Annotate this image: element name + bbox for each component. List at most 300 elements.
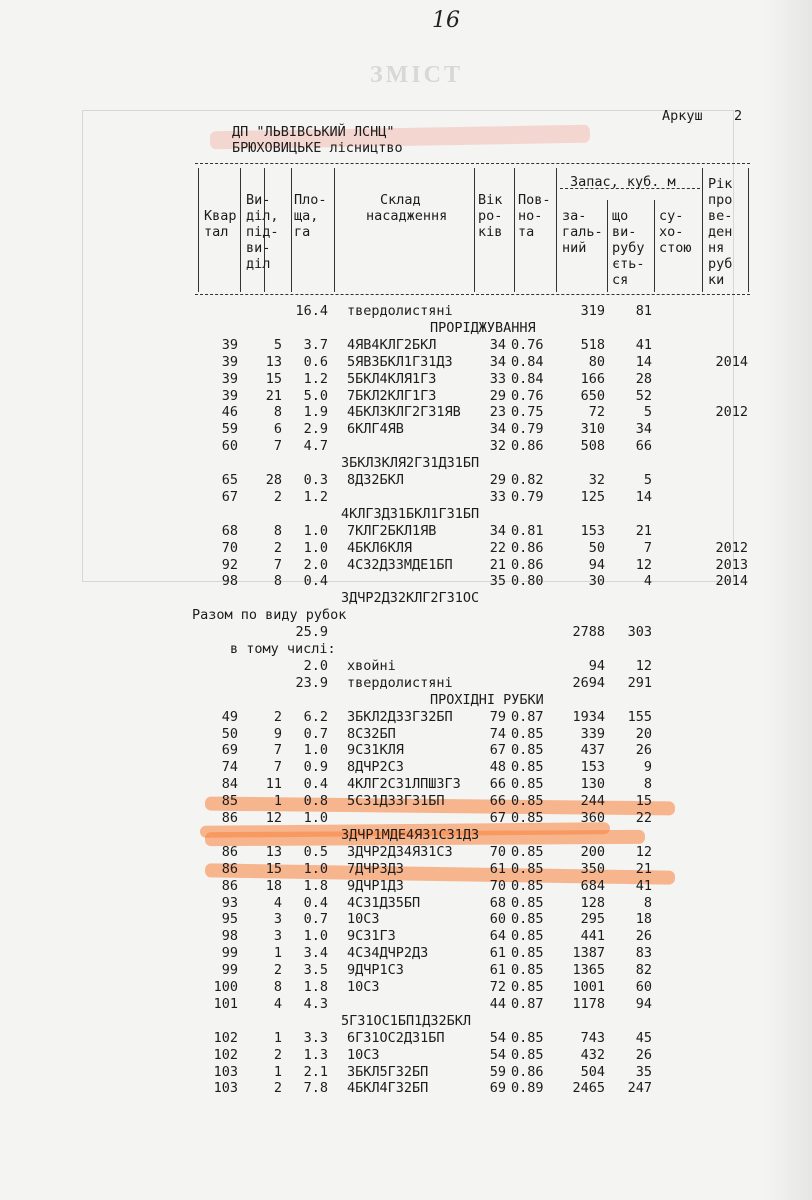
kvartal-cell: 92 [221, 556, 238, 573]
hdr-rubka-3: рубу [612, 240, 645, 256]
povnota-cell: 0.89 [511, 1080, 544, 1097]
area-cell: 2.9 [303, 421, 328, 438]
area-cell: 1.0 [303, 810, 328, 826]
table-row [0, 759, 812, 775]
area-cell: 4.3 [303, 995, 328, 1012]
col-divider [240, 168, 241, 292]
table-row [0, 590, 812, 606]
table-row [0, 692, 812, 708]
age-cell: 67 [489, 810, 506, 826]
zapas-cell: 437 [580, 742, 605, 759]
hdr-rik-6: руб [708, 256, 733, 272]
vydil-cell: 12 [265, 810, 282, 826]
table-row [0, 1047, 812, 1063]
sklad-cell: 4СЗ2ДЗ3МДЕ1БП [347, 556, 453, 573]
hdr-ploshcha-3: га [294, 224, 311, 240]
table-row [0, 810, 812, 826]
area-cell: 3.5 [303, 962, 328, 979]
age-cell: 61 [489, 962, 506, 979]
sklad-cell: 9ДЧР1СЗ [347, 962, 404, 979]
table-row [0, 878, 812, 894]
vydil-cell: 9 [273, 725, 282, 742]
sklad-cell: 10СЗ [347, 911, 380, 928]
cut-cell: 26 [635, 928, 652, 945]
vydil-cell: 1 [273, 793, 282, 810]
povnota-cell: 0.85 [511, 759, 544, 776]
age-cell: 79 [489, 708, 506, 725]
sklad-cell: 3БКЛ2ДЗ3ГЗ2БП [347, 708, 453, 725]
zapas-cell: 441 [580, 928, 605, 945]
vydil-cell: 8 [273, 404, 282, 421]
area-cell: 0.3 [303, 472, 328, 488]
age-cell: 34 [489, 522, 506, 539]
povnota-cell: 0.76 [511, 336, 544, 353]
hdr-rubka-4: єть- [612, 256, 645, 272]
zapas-cell: 508 [580, 438, 605, 455]
hdr-vydil-4: ви- [246, 240, 271, 256]
vydil-cell: 2 [273, 1080, 282, 1097]
cut-cell: 14 [635, 488, 652, 505]
povnota-cell: 0.79 [511, 488, 544, 505]
age-cell: 72 [489, 979, 506, 995]
area-cell: 0.7 [303, 725, 328, 742]
age-cell: 34 [489, 353, 506, 370]
sklad-cell: 3ДЧР2ДЗ4ЯЗ1СЗ [347, 843, 453, 860]
cut-cell: 41 [635, 877, 652, 894]
povnota-cell: 0.85 [511, 860, 544, 877]
sklad-cell: 7КЛГ2БКЛ1ЯВ [347, 522, 437, 539]
table-row [0, 945, 812, 961]
cut-cell: 22 [635, 810, 652, 826]
cut-total-cell: 81 [635, 303, 652, 319]
table-row [0, 388, 812, 404]
sklad-continuation: 3БКЛ3КЛЯ2ГЗ1ДЗ1БП [341, 455, 480, 472]
zapas-cell: 1387 [572, 945, 605, 962]
table-row [0, 455, 812, 471]
sklad-cell: 10СЗ [347, 979, 380, 995]
hdr-sukhostii-1: су- [659, 208, 684, 224]
povnota-cell: 0.84 [511, 370, 544, 387]
area-cell: 0.9 [303, 759, 328, 776]
kvartal-cell: 103 [213, 1063, 238, 1080]
povnota-cell: 0.86 [511, 539, 544, 556]
zapas-cell: 94 [588, 556, 605, 573]
hdr-rubka-1: що [612, 208, 629, 224]
zapas-cell: 310 [580, 421, 605, 438]
hdr-ploshcha-1: Пло- [294, 192, 327, 208]
vydil-cell: 13 [265, 843, 282, 860]
area-cell: 3.3 [303, 1029, 328, 1046]
kvartal-cell: 86 [221, 877, 238, 894]
hdr-vydil-1: Ви- [246, 192, 271, 208]
cut-cell: 12 [635, 843, 652, 860]
kvartal-cell: 93 [221, 894, 238, 911]
table-row [0, 523, 812, 539]
age-cell: 60 [489, 911, 506, 928]
kvartal-cell: 101 [213, 995, 238, 1012]
cut-cell: 14 [635, 353, 652, 370]
hdr-povnota-2: но- [518, 208, 543, 224]
povnota-cell: 0.85 [511, 945, 544, 962]
sklad-cell: 8СЗ2БП [347, 725, 396, 742]
vydil-cell: 4 [273, 894, 282, 911]
zapas-cell: 684 [580, 877, 605, 894]
zapas-cell: 128 [580, 894, 605, 911]
povnota-cell: 0.85 [511, 911, 544, 928]
table-row [0, 337, 812, 353]
table-row [0, 472, 812, 488]
area-cell: 1.0 [303, 742, 328, 759]
vydil-cell: 7 [273, 438, 282, 455]
table-row [0, 1080, 812, 1096]
hdr-rik-4: ден [708, 224, 733, 240]
area-cell: 1.2 [303, 488, 328, 505]
table-row [0, 607, 812, 623]
cut-cell: 20 [635, 725, 652, 742]
vydil-cell: 1 [273, 1029, 282, 1046]
povnota-cell: 0.85 [511, 962, 544, 979]
cut-cell: 155 [627, 708, 652, 725]
age-cell: 29 [489, 387, 506, 404]
cut-cell: 41 [635, 336, 652, 353]
kvartal-cell: 69 [221, 742, 238, 759]
kvartal-cell: 86 [221, 860, 238, 877]
total-label: твердолистяні [347, 674, 453, 691]
vydil-cell: 11 [265, 776, 282, 793]
table-row [0, 371, 812, 387]
zapas-cell: 200 [580, 843, 605, 860]
vydil-cell: 18 [265, 877, 282, 894]
kvartal-cell: 102 [213, 1046, 238, 1063]
vydil-cell: 1 [273, 945, 282, 962]
table-row [0, 624, 812, 640]
header-rule-bottom [195, 294, 750, 295]
age-cell: 70 [489, 877, 506, 894]
sklad-continuation: 4КЛГ3ДЗ1БКЛ1ГЗ1БП [341, 505, 480, 522]
hdr-sklad-1: Склад [380, 192, 421, 208]
table-row [0, 354, 812, 370]
cut-cell: 15 [635, 793, 652, 810]
kvartal-cell: 74 [221, 759, 238, 776]
sklad-cell: 9СЗ1ГЗ [347, 928, 396, 945]
povnota-cell: 0.85 [511, 725, 544, 742]
zapas-cell: 32 [588, 472, 605, 488]
povnota-cell: 0.85 [511, 843, 544, 860]
kvartal-cell: 102 [213, 1029, 238, 1046]
kvartal-cell: 98 [221, 928, 238, 945]
vydil-cell: 15 [265, 370, 282, 387]
zapas-cell: 130 [580, 776, 605, 793]
age-cell: 34 [489, 421, 506, 438]
zapas-cell: 295 [580, 911, 605, 928]
kvartal-cell: 60 [221, 438, 238, 455]
hdr-vik-2: ро- [478, 208, 503, 224]
zapas-cell: 518 [580, 336, 605, 353]
povnota-cell: 0.85 [511, 742, 544, 759]
table-row [0, 911, 812, 927]
year-cell: 2014 [715, 573, 748, 590]
cut-total-cell: 303 [627, 624, 652, 641]
age-cell: 29 [489, 472, 506, 488]
zapas-cell: 80 [588, 353, 605, 370]
age-cell: 34 [489, 336, 506, 353]
sklad-continuation: 5ГЗ1ОС1БП1ДЗ2БКЛ [341, 1012, 472, 1029]
vydil-cell: 3 [273, 911, 282, 928]
povnota-cell: 0.87 [511, 995, 544, 1012]
year-cell: 2012 [715, 539, 748, 556]
vydil-cell: 13 [265, 353, 282, 370]
age-cell: 74 [489, 725, 506, 742]
table-row [0, 979, 812, 995]
kvartal-cell: 84 [221, 776, 238, 793]
table-row [0, 861, 812, 877]
cut-cell: 60 [635, 979, 652, 995]
age-cell: 59 [489, 1063, 506, 1080]
section-title: ПРОХІДНІ РУБКИ [430, 691, 544, 708]
area-cell: 0.7 [303, 911, 328, 928]
vydil-cell: 1 [273, 1063, 282, 1080]
sklad-cell: 5ЯВ3БКЛ1ГЗ1ДЗ [347, 353, 453, 370]
table-row [0, 709, 812, 725]
age-cell: 61 [489, 860, 506, 877]
povnota-cell: 0.86 [511, 438, 544, 455]
table-row [0, 742, 812, 758]
area-cell: 0.4 [303, 894, 328, 911]
table-row [0, 895, 812, 911]
zapas-cell: 650 [580, 387, 605, 404]
cut-cell: 247 [627, 1080, 652, 1097]
hdr-povnota-3: та [518, 224, 535, 240]
cut-cell: 83 [635, 945, 652, 962]
hdr-vik-3: ків [478, 224, 503, 240]
zapas-cell: 50 [588, 539, 605, 556]
povnota-cell: 0.85 [511, 1046, 544, 1063]
sklad-cell: 5БКЛ4КЛЯ1ГЗ [347, 370, 437, 387]
hdr-rik-3: ве- [708, 208, 733, 224]
table-row [0, 404, 812, 420]
table-row [0, 1064, 812, 1080]
age-cell: 66 [489, 793, 506, 810]
sklad-cell: 5СЗ1ДЗ3ГЗ1БП [347, 793, 445, 810]
zapas-total-cell: 2694 [572, 674, 605, 691]
kvartal-cell: 98 [221, 573, 238, 590]
total-label: твердолистяні [347, 303, 453, 319]
povnota-cell: 0.85 [511, 979, 544, 995]
area-total-cell: 23.9 [295, 674, 328, 691]
hdr-rik-2: про [708, 192, 733, 208]
zapas-cell: 2465 [572, 1080, 605, 1097]
cut-cell: 66 [635, 438, 652, 455]
hdr-kvartal-1: Квар [204, 208, 237, 224]
sklad-cell: 4БКЛ4ГЗ2БП [347, 1080, 429, 1097]
area-total-cell: 16.4 [295, 303, 328, 319]
table-row [0, 573, 812, 589]
area-cell: 0.6 [303, 353, 328, 370]
sklad-cell: 6КЛГ4ЯВ [347, 421, 404, 438]
sklad-cell: 8ДЗ2БКЛ [347, 472, 404, 488]
table-row [0, 489, 812, 505]
povnota-cell: 0.86 [511, 556, 544, 573]
povnota-cell: 0.84 [511, 353, 544, 370]
kvartal-cell: 103 [213, 1080, 238, 1097]
total-label: хвойні [347, 657, 396, 674]
section-title: ПРОРІДЖУВАННЯ [430, 319, 536, 336]
cut-cell: 21 [635, 860, 652, 877]
kvartal-cell: 86 [221, 810, 238, 826]
kvartal-cell: 85 [221, 793, 238, 810]
povnota-cell: 0.80 [511, 573, 544, 590]
col-divider [198, 168, 199, 292]
vydil-cell: 7 [273, 759, 282, 776]
header-rule-top [195, 163, 750, 164]
povnota-cell: 0.87 [511, 708, 544, 725]
hdr-sukhostii-3: стою [659, 240, 692, 256]
col-divider [291, 168, 292, 292]
vydil-cell: 21 [265, 387, 282, 404]
area-cell: 1.9 [303, 404, 328, 421]
zapas-cell: 166 [580, 370, 605, 387]
age-cell: 33 [489, 370, 506, 387]
cut-cell: 8 [643, 894, 652, 911]
povnota-cell: 0.85 [511, 776, 544, 793]
kvartal-cell: 86 [221, 843, 238, 860]
area-cell: 2.0 [303, 556, 328, 573]
hdr-vydil-3: під- [246, 224, 279, 240]
table-row [0, 675, 812, 691]
hdr-povnota-1: Пов- [518, 192, 551, 208]
kvartal-cell: 100 [213, 979, 238, 995]
kvartal-cell: 68 [221, 522, 238, 539]
col-divider [474, 168, 475, 292]
area-total-cell: 2.0 [303, 657, 328, 674]
area-cell: 2.1 [303, 1063, 328, 1080]
col-divider [514, 168, 515, 292]
cut-cell: 7 [643, 539, 652, 556]
povnota-cell: 0.75 [511, 404, 544, 421]
age-cell: 32 [489, 438, 506, 455]
cut-cell: 18 [635, 911, 652, 928]
hdr-zahalnyi-2: галь- [562, 224, 603, 240]
sklad-cell: 4СЗ1ДЗ5БП [347, 894, 421, 911]
age-cell: 54 [489, 1046, 506, 1063]
zapas-cell: 153 [580, 522, 605, 539]
table-row [0, 1030, 812, 1046]
zapas-cell: 1001 [572, 979, 605, 995]
area-cell: 1.2 [303, 370, 328, 387]
cut-cell: 35 [635, 1063, 652, 1080]
table-row [0, 776, 812, 792]
area-cell: 1.0 [303, 522, 328, 539]
area-cell: 7.8 [303, 1080, 328, 1097]
kvartal-cell: 67 [221, 488, 238, 505]
cut-cell: 5 [643, 472, 652, 488]
zapas-total-cell: 319 [580, 303, 605, 319]
age-cell: 33 [489, 488, 506, 505]
age-cell: 69 [489, 1080, 506, 1097]
hdr-sklad-2: насадження [366, 208, 448, 224]
sklad-cell: 4БКЛ6КЛЯ [347, 539, 413, 556]
kvartal-cell: 99 [221, 945, 238, 962]
area-cell: 1.3 [303, 1046, 328, 1063]
zapas-cell: 432 [580, 1046, 605, 1063]
area-cell: 5.0 [303, 387, 328, 404]
col-divider [748, 168, 749, 292]
hdr-vydil-2: діл, [246, 208, 279, 224]
hdr-rik-1: Рік [708, 176, 733, 192]
zapas-cell: 125 [580, 488, 605, 505]
zapas-cell: 350 [580, 860, 605, 877]
povnota-cell: 0.81 [511, 522, 544, 539]
age-cell: 23 [489, 404, 506, 421]
kvartal-cell: 46 [221, 404, 238, 421]
sklad-cell: 4СЗ4ДЧР2ДЗ [347, 945, 429, 962]
kvartal-cell: 50 [221, 725, 238, 742]
kvartal-cell: 39 [221, 370, 238, 387]
sklad-cell: 8ДЧР2СЗ [347, 759, 404, 776]
kvartal-cell: 39 [221, 387, 238, 404]
age-cell: 66 [489, 776, 506, 793]
area-cell: 0.5 [303, 843, 328, 860]
table-row [0, 1013, 812, 1029]
table-row [0, 320, 812, 336]
cut-cell: 82 [635, 962, 652, 979]
vydil-cell: 2 [273, 539, 282, 556]
inclusive-label: в тому числі: [230, 641, 336, 657]
vydil-cell: 8 [273, 573, 282, 590]
age-cell: 48 [489, 759, 506, 776]
zapas-cell: 1934 [572, 708, 605, 725]
vydil-cell: 7 [273, 556, 282, 573]
hdr-ploshcha-2: ща, [294, 208, 319, 224]
vydil-cell: 8 [273, 979, 282, 995]
area-cell: 0.4 [303, 573, 328, 590]
cut-cell: 28 [635, 370, 652, 387]
sklad-cell: 7БКЛ2КЛГ1ГЗ [347, 387, 437, 404]
cut-cell: 12 [635, 556, 652, 573]
vydil-cell: 6 [273, 421, 282, 438]
hdr-rik-5: ня [708, 240, 725, 256]
handwritten-page-number: 16 [432, 8, 460, 33]
age-cell: 44 [489, 995, 506, 1012]
age-cell: 21 [489, 556, 506, 573]
col-divider [702, 168, 703, 292]
povnota-cell: 0.85 [511, 877, 544, 894]
table-row [0, 844, 812, 860]
povnota-cell: 0.76 [511, 387, 544, 404]
kvartal-cell: 99 [221, 962, 238, 979]
hdr-rubka-5: ся [612, 272, 629, 288]
area-cell: 1.8 [303, 877, 328, 894]
sklad-cell: 4ЯВ4КЛГ2БКЛ [347, 336, 437, 353]
table-row [0, 540, 812, 556]
cut-cell: 4 [643, 573, 652, 590]
area-cell: 3.4 [303, 945, 328, 962]
sklad-cell: 9СЗ1КЛЯ [347, 742, 404, 759]
hdr-rubka-2: ви- [612, 224, 637, 240]
forestry-name: БРЮХОВИЦЬКЕ лісництво [232, 140, 403, 156]
table-row [0, 421, 812, 437]
zapas-cell: 1365 [572, 962, 605, 979]
area-cell: 1.0 [303, 539, 328, 556]
bleed-through-title: ЗМІСТ [370, 62, 463, 88]
povnota-cell: 0.79 [511, 421, 544, 438]
hdr-vydil-5: діл [246, 256, 271, 272]
table-row [0, 506, 812, 522]
table-row [0, 962, 812, 978]
zapas-total-cell: 94 [588, 657, 605, 674]
zapas-cell: 153 [580, 759, 605, 776]
zapas-cell: 743 [580, 1029, 605, 1046]
